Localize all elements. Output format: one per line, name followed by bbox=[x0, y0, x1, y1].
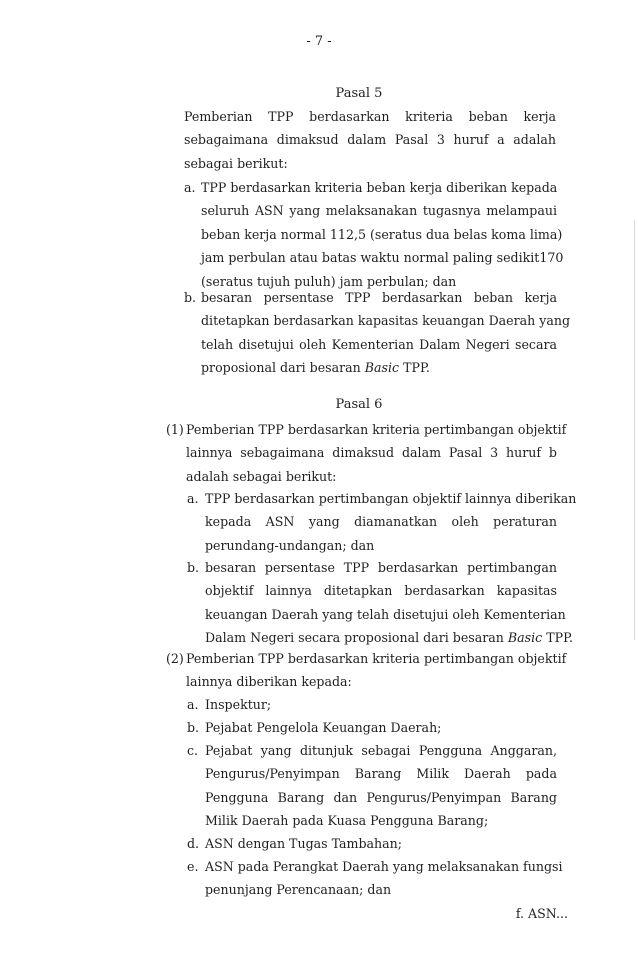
text-line: Pemberian TPP berdasarkan kriteria pertimbangan objektif bbox=[186, 422, 567, 437]
ayat-2-item-d bbox=[205, 832, 557, 855]
pasal-6-heading: Pasal 6 bbox=[335, 397, 383, 412]
text-line: TPP berdasarkan kriteria beban kerja diberikan kepada bbox=[201, 180, 558, 195]
ayat-2-item-e bbox=[205, 855, 563, 902]
basic-term: Basic bbox=[507, 630, 543, 646]
text-line: Pemberian TPP berdasarkan kriteria pertimbangan objektif bbox=[186, 651, 567, 666]
pasal-5-item-a-marker: a. bbox=[184, 180, 196, 195]
ayat-1-item-b bbox=[205, 556, 574, 650]
text-line: sebagaimana dimaksud dalam Pasal 3 huruf a adalah bbox=[184, 132, 556, 148]
text-fragment: Dalam Negeri secara proposional dari besaran bbox=[205, 630, 508, 646]
text-line: kepada ASN yang diamanatkan oleh peraturan bbox=[205, 514, 557, 530]
text-line: beban kerja normal 112,5 (seratus dua belas koma lima) bbox=[201, 226, 563, 242]
text-line: Pejabat Pengelola Keuangan Daerah; bbox=[205, 720, 442, 735]
text-line: ASN dengan Tugas Tambahan; bbox=[205, 836, 403, 851]
text-line: telah disetujui oleh Kementerian Dalam Negeri secara bbox=[201, 336, 557, 352]
ayat-2-item-d-marker: d. bbox=[187, 836, 200, 851]
ayat-2-marker: (2) bbox=[166, 651, 184, 666]
ayat-2-item-c bbox=[205, 739, 557, 833]
text-fragment: TPP. bbox=[542, 630, 574, 646]
text-line: Milik Daerah pada Kuasa Pengguna Barang; bbox=[205, 813, 489, 829]
text-line: perundang-undangan; dan bbox=[205, 537, 375, 553]
text-line: besaran persentase TPP berdasarkan pertimbangan bbox=[205, 560, 557, 575]
text-line: Inspektur; bbox=[205, 697, 272, 712]
text-line: Pemberian TPP berdasarkan kriteria beban kerja bbox=[184, 109, 556, 124]
text-line bbox=[201, 356, 557, 379]
ayat-1-item-b-marker: b. bbox=[187, 560, 200, 575]
ayat-1-item-a bbox=[205, 487, 577, 557]
text-line: lainnya sebagaimana dimaksud dalam Pasal 3 huruf b bbox=[186, 445, 557, 461]
ayat-2-intro bbox=[186, 647, 567, 694]
text-line: ASN pada Perangkat Daerah yang melaksanakan fungsi bbox=[205, 859, 563, 874]
text-line: TPP berdasarkan pertimbangan objektif lainnya diberikan bbox=[205, 491, 577, 506]
text-line: penunjang Perencanaan; dan bbox=[205, 882, 392, 898]
text-line: adalah sebagai berikut: bbox=[186, 468, 337, 484]
text-line: keuangan Daerah yang telah disetujui oleh Kementerian bbox=[205, 606, 566, 622]
page-number: - 7 - bbox=[306, 34, 332, 49]
pasal-5-item-b-marker: b. bbox=[184, 290, 197, 305]
ayat-1-intro bbox=[186, 418, 567, 488]
text-line: (seratus tujuh puluh) jam perbulan; dan bbox=[201, 273, 457, 289]
pasal-5-item-b bbox=[201, 286, 571, 380]
text-line: Pengguna Barang dan Pengurus/Penyimpan Barang bbox=[205, 789, 557, 805]
scan-edge-line bbox=[634, 220, 635, 640]
text-line: ditetapkan berdasarkan kapasitas keuangan Daerah yang bbox=[201, 313, 571, 329]
ayat-2-item-c-marker: c. bbox=[187, 743, 199, 758]
text-line: Pengurus/Penyimpan Barang Milik Daerah pada bbox=[205, 766, 557, 782]
ayat-2-item-b-marker: b. bbox=[187, 720, 200, 735]
pasal-5-item-a bbox=[201, 176, 564, 293]
text-fragment: proposional dari besaran bbox=[201, 360, 365, 376]
text-line: sebagai berikut: bbox=[184, 155, 288, 171]
continuation-catchword: f. ASN... bbox=[515, 906, 568, 921]
pasal-5-heading: Pasal 5 bbox=[335, 86, 383, 101]
text-line: jam perbulan atau batas waktu normal paling sedikit170 bbox=[201, 250, 564, 266]
ayat-1-item-a-marker: a. bbox=[187, 491, 199, 506]
text-line: lainnya diberikan kepada: bbox=[186, 674, 352, 690]
text-line: seluruh ASN yang melaksanakan tugasnya melampaui bbox=[201, 203, 557, 219]
text-fragment: TPP. bbox=[399, 360, 430, 376]
text-line: Pejabat yang ditunjuk sebagai Pengguna Anggaran, bbox=[205, 743, 557, 758]
text-line: besaran persentase TPP berdasarkan beban kerja bbox=[201, 290, 557, 305]
text-line: objektif lainnya ditetapkan berdasarkan kapasitas bbox=[205, 583, 557, 599]
basic-term: Basic bbox=[364, 360, 400, 376]
ayat-2-item-a-marker: a. bbox=[187, 697, 199, 712]
ayat-2-item-b bbox=[205, 716, 557, 739]
ayat-1-marker: (1) bbox=[166, 422, 184, 437]
ayat-2-item-a bbox=[205, 693, 557, 716]
ayat-2-item-e-marker: e. bbox=[187, 859, 199, 874]
pasal-5-intro bbox=[184, 105, 556, 175]
